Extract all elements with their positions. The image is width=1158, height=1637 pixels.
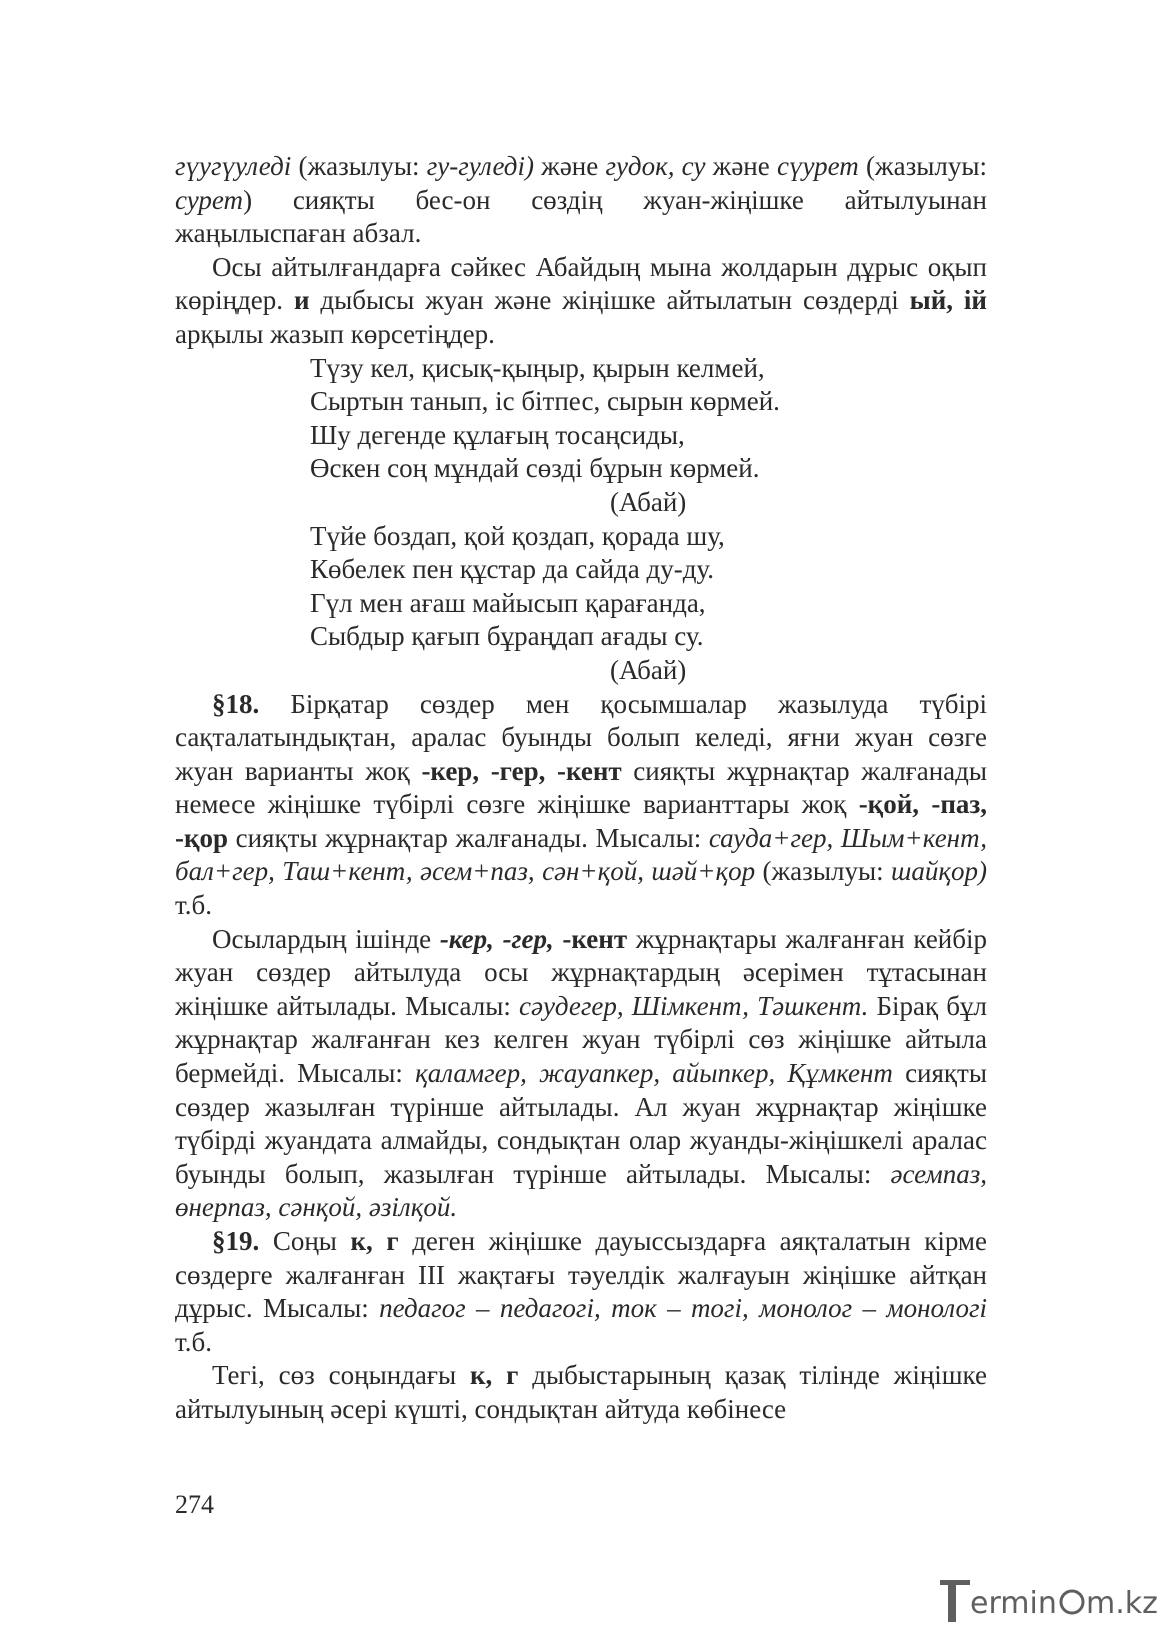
text-run: және: [533, 151, 606, 181]
text-run: Тегі, сөз соңындағы: [212, 1360, 470, 1391]
italic-run: шайқор): [890, 856, 987, 887]
text-run: деген жіңішке дауыссыздарға аяқталатын кірме сөздерге жалғанған III жақтағы тәуелдік жалғауын жіңішке айтқан дұрыс. Мысалы:: [175, 1226, 987, 1324]
text-run: сияқты жұрнақтар жалғанады немесе жіңішке түбірлі сөзге жіңішке варианттары жоқ: [175, 755, 988, 820]
paragraph-p5: [175, 1225, 987, 1359]
watermark-logo-graphic: [940, 1578, 1158, 1628]
poem-line: Сыбдыр қағып бұраңдап ағады су.: [310, 621, 704, 652]
svg-text:ermin: ermin: [970, 1586, 1057, 1621]
text-run: Осы айтылғандарға сәйкес Абайдың мына жолдарын дұрыс оқып көріңдер.: [175, 251, 987, 316]
text-run: т.б.: [175, 890, 213, 921]
bold-run: к, г: [469, 1360, 519, 1391]
text-run: Осылардың ішінде: [212, 923, 440, 954]
text-run: дыбысы жуан және жіңішке айтылатын сөздерді: [309, 285, 910, 316]
text-run: сияқты жұрнақтар жалғанады. Мысалы:: [228, 822, 709, 853]
paragraph-p4: [175, 923, 987, 1225]
poem-line: Гүл мен ағаш майысып қарағанда,: [310, 587, 706, 618]
poem-source: (Абай): [610, 654, 687, 685]
text-run: Соңы: [259, 1226, 351, 1256]
text-run: (жазылуы:: [858, 151, 987, 181]
poem-line: Сыртын танып, іс бітпес, сырын көрмей.: [310, 386, 780, 417]
paragraph-p1: [175, 150, 987, 251]
poem-source: (Абай): [610, 486, 687, 517]
bold-run: §19.: [212, 1226, 260, 1256]
text-run: (жазылуы:: [291, 151, 427, 181]
italic-run: гу-гуледі): [426, 151, 534, 181]
bold-run: ый, ій: [909, 285, 987, 316]
text-run: дыбыстарының қазақ тілінде жіңішке айтылуының әсері күшті, сондықтан айтуда көбінесе: [175, 1360, 987, 1424]
paragraph-p6: [175, 1359, 987, 1426]
italic-run: әсемпаз, өнерпаз, сәнқой, әзілқой.: [175, 1158, 987, 1223]
bold-run: -кер, -гер, -кент: [421, 755, 622, 786]
bold-run: к, г: [350, 1226, 399, 1256]
poem-line: Түйе боздап, қой қоздап, қорада шу,: [310, 520, 725, 551]
poem-stanza: [175, 520, 987, 688]
text-run: сияқты сөздер жазылған түрінше айтылады. Ал жуан жұрнақтар жіңішке түбірді жуандата алмайды, сондықтан олар жуанды-жіңішкелі аралас буынды болып, жазылған түрінше айтылады. Мысалы:: [175, 1058, 987, 1189]
italic-run: сүурет: [776, 151, 859, 181]
bold-run: §18.: [212, 688, 260, 719]
text-run: арқылы жазып көрсетіңдер.: [175, 318, 495, 349]
italic-run: педагог – педагогі, ток – тогі, монолог – монологі: [379, 1293, 987, 1324]
poem-stanza: [175, 352, 987, 520]
italic-run: сәудегер, Шімкент, Тәшкент.: [519, 990, 869, 1021]
page-body: [175, 150, 987, 1427]
text-run: Бірақ бұл жұрнақтар жалғанған кез келген жуан түбірлі сөз жіңішке айтыла бермейді. Мысалы:: [175, 990, 987, 1089]
svg-text:m.kz: m.kz: [1086, 1586, 1158, 1621]
bold-italic-run: [440, 924, 554, 954]
bold-run: -қой, -паз, -қор: [175, 789, 987, 853]
poem-line: Көбелек пен құстар да сайда ду-ду.: [310, 554, 714, 585]
poem-group: [175, 352, 987, 688]
poem-line: Түзу кел, қисық-қыңыр, қырын келмей,: [310, 352, 765, 383]
text-run: және: [705, 151, 777, 181]
poem-line: Шу дегенде құлағың тосаңсиды,: [310, 419, 685, 450]
italic-run: сауда+гер, Шым+кент, бал+гер, Таш+кент, әсем+паз, сән+қой, шәй+қор: [175, 822, 987, 887]
text-run: -кер, -гер,: [439, 923, 554, 954]
italic-run: сурет: [175, 184, 244, 215]
paragraph-group-top: [175, 150, 987, 352]
bold-run: -кент: [562, 923, 628, 954]
italic-run: гудок, су: [605, 151, 706, 181]
paragraph-p3: [175, 688, 987, 923]
italic-run: қаламгер, жауапкер, айыпкер, Құмкент: [415, 1058, 893, 1089]
page-number: 274: [175, 1490, 214, 1519]
italic-run: гүугүуледі: [175, 151, 292, 181]
paragraph-group-bottom: [175, 688, 987, 1427]
text-run: жұрнақтары жалғанған кейбір жуан сөздер айтылуда осы жұрнақтардың әсерімен тұтасынан жіңішке айтылады. Мысалы:: [175, 923, 987, 1021]
text-run: ) сияқты бес-он сөздің жуан-жіңішке айтылуынан жаңылыспаған абзал.: [175, 184, 987, 249]
text-run: Бірқатар сөздер мен қосымшалар жазылуда түбірі сақталатындықтан, аралас буынды болып келеді, яғни жуан сөзге жуан варианты жоқ: [175, 688, 987, 786]
paragraph-p2: [175, 251, 987, 352]
poem-line: Өскен соң мұндай сөзді бұрын көрмей.: [310, 453, 760, 484]
text-run: т.б.: [175, 1326, 213, 1357]
watermark-logo: [940, 1578, 1158, 1628]
bold-run: и: [293, 285, 310, 316]
text-run: (жазылуы:: [755, 856, 891, 887]
